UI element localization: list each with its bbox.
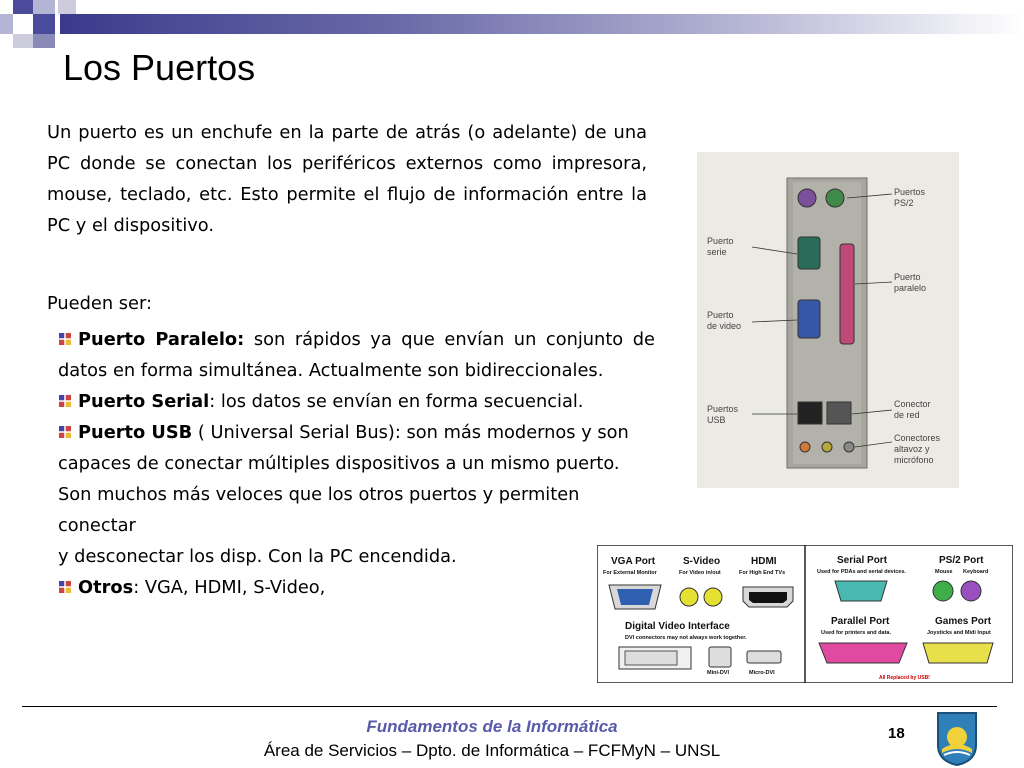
- svideo-title: S-Video: [683, 556, 721, 567]
- bullet-icon: [58, 332, 72, 346]
- label-paralelo-1: Puerto: [894, 272, 921, 282]
- bullet-icon: [58, 425, 72, 439]
- university-logo: [934, 709, 980, 766]
- label-red-2: de red: [894, 410, 920, 420]
- label-usb-2: USB: [707, 415, 726, 425]
- list-item: [58, 386, 655, 417]
- list-item: [58, 324, 655, 386]
- label-serie-2: serie: [707, 247, 727, 257]
- games-title: Games Port: [935, 616, 992, 627]
- label-usb-1: Puertos: [707, 404, 739, 414]
- label-audio-3: micrófono: [894, 455, 934, 465]
- label-video-2: de video: [707, 321, 742, 331]
- corner-square: [58, 0, 76, 14]
- list-item: [58, 572, 655, 603]
- dvi-sub: DVI connectors may not always work together.: [625, 635, 747, 641]
- course-name: Fundamentos de la Informática: [366, 717, 618, 736]
- dvi-title: Digital Video Interface: [625, 621, 730, 632]
- item-label: Otros: [78, 577, 134, 598]
- parallel-title: Parallel Port: [831, 616, 890, 627]
- bullet-icon: [58, 580, 72, 594]
- corner-square: [33, 14, 55, 34]
- microdvi-label: Micro-DVI: [749, 670, 775, 676]
- corner-square: [13, 0, 33, 14]
- ps2-mouse: Mouse: [935, 569, 953, 575]
- label-red-1: Conector: [894, 399, 931, 409]
- title-bar-gradient: [60, 14, 1024, 34]
- parallel-sub: Used for printers and data.: [821, 630, 891, 636]
- item-text: ( Universal Serial Bus): son más modernos y son capaces de conectar múltiples dispositivos a un mismo puerto. Son muchos más veloces que los otros puertos y permiten conectar: [58, 422, 629, 536]
- label-audio-2: altavoz y: [894, 444, 930, 454]
- hdmi-title: HDMI: [751, 556, 777, 567]
- item-text-continued: y desconectar los disp. Con la PC encendida.: [58, 546, 457, 567]
- list-intro: Pueden ser:: [47, 293, 152, 314]
- label-ps2-1: Puertos: [894, 187, 926, 197]
- ps2-keyboard: Keyboard: [963, 569, 989, 575]
- list-item: [58, 417, 648, 572]
- item-label: Puerto Paralelo:: [78, 329, 245, 350]
- item-label: Puerto USB: [78, 422, 193, 443]
- serial-title: Serial Port: [837, 555, 888, 566]
- vga-title: VGA Port: [611, 556, 656, 567]
- port-type-list: [58, 324, 655, 603]
- label-paralelo-2: paralelo: [894, 283, 927, 293]
- label-serie-1: Puerto: [707, 236, 734, 246]
- games-sub: Joysticks and Midi Input: [927, 630, 991, 636]
- corner-square: [0, 14, 13, 34]
- slide-title: Los Puertos: [63, 47, 256, 88]
- port-types-illustration: [597, 545, 1013, 683]
- corner-square: [13, 34, 33, 48]
- department-line: Área de Servicios – Dpto. de Informática – FCFMyN – UNSL: [263, 741, 721, 760]
- minidvi-label: Mini-DVI: [707, 670, 729, 676]
- item-text: : los datos se envían en forma secuencial.: [209, 391, 584, 412]
- page-number: 18: [888, 725, 905, 742]
- hdmi-sub: For High End TVs: [739, 570, 786, 576]
- label-ps2-2: PS/2: [894, 198, 914, 208]
- corner-square: [33, 0, 55, 14]
- serial-sub: Used for PDAs and serial devices.: [817, 569, 906, 575]
- pc-back-panel-photo: [697, 152, 959, 488]
- item-label: Puerto Serial: [78, 391, 210, 412]
- item-text: : VGA, HDMI, S-Video,: [133, 577, 326, 598]
- item-text: son rápidos ya que envían un conjunto de datos en forma simultánea. Actualmente son bidireccionales.: [58, 329, 655, 381]
- footer-divider: [22, 706, 997, 707]
- corner-square: [13, 14, 33, 34]
- label-audio-1: Conectores: [894, 433, 941, 443]
- label-video-1: Puerto: [707, 310, 734, 320]
- svideo-sub: For Video in/out: [679, 570, 721, 576]
- vga-sub: For External Monitor: [603, 570, 657, 576]
- replaced-note: All Replaced by USB!: [879, 675, 930, 681]
- bullet-icon: [58, 394, 72, 408]
- corner-square: [33, 34, 55, 48]
- intro-paragraph: Un puerto es un enchufe en la parte de atrás (o adelante) de una PC donde se conectan los periféricos externos como impresora, mouse, teclado, etc. Esto permite el flujo de información entre la PC y el dispositivo.: [47, 122, 647, 236]
- ps2-title: PS/2 Port: [939, 555, 984, 566]
